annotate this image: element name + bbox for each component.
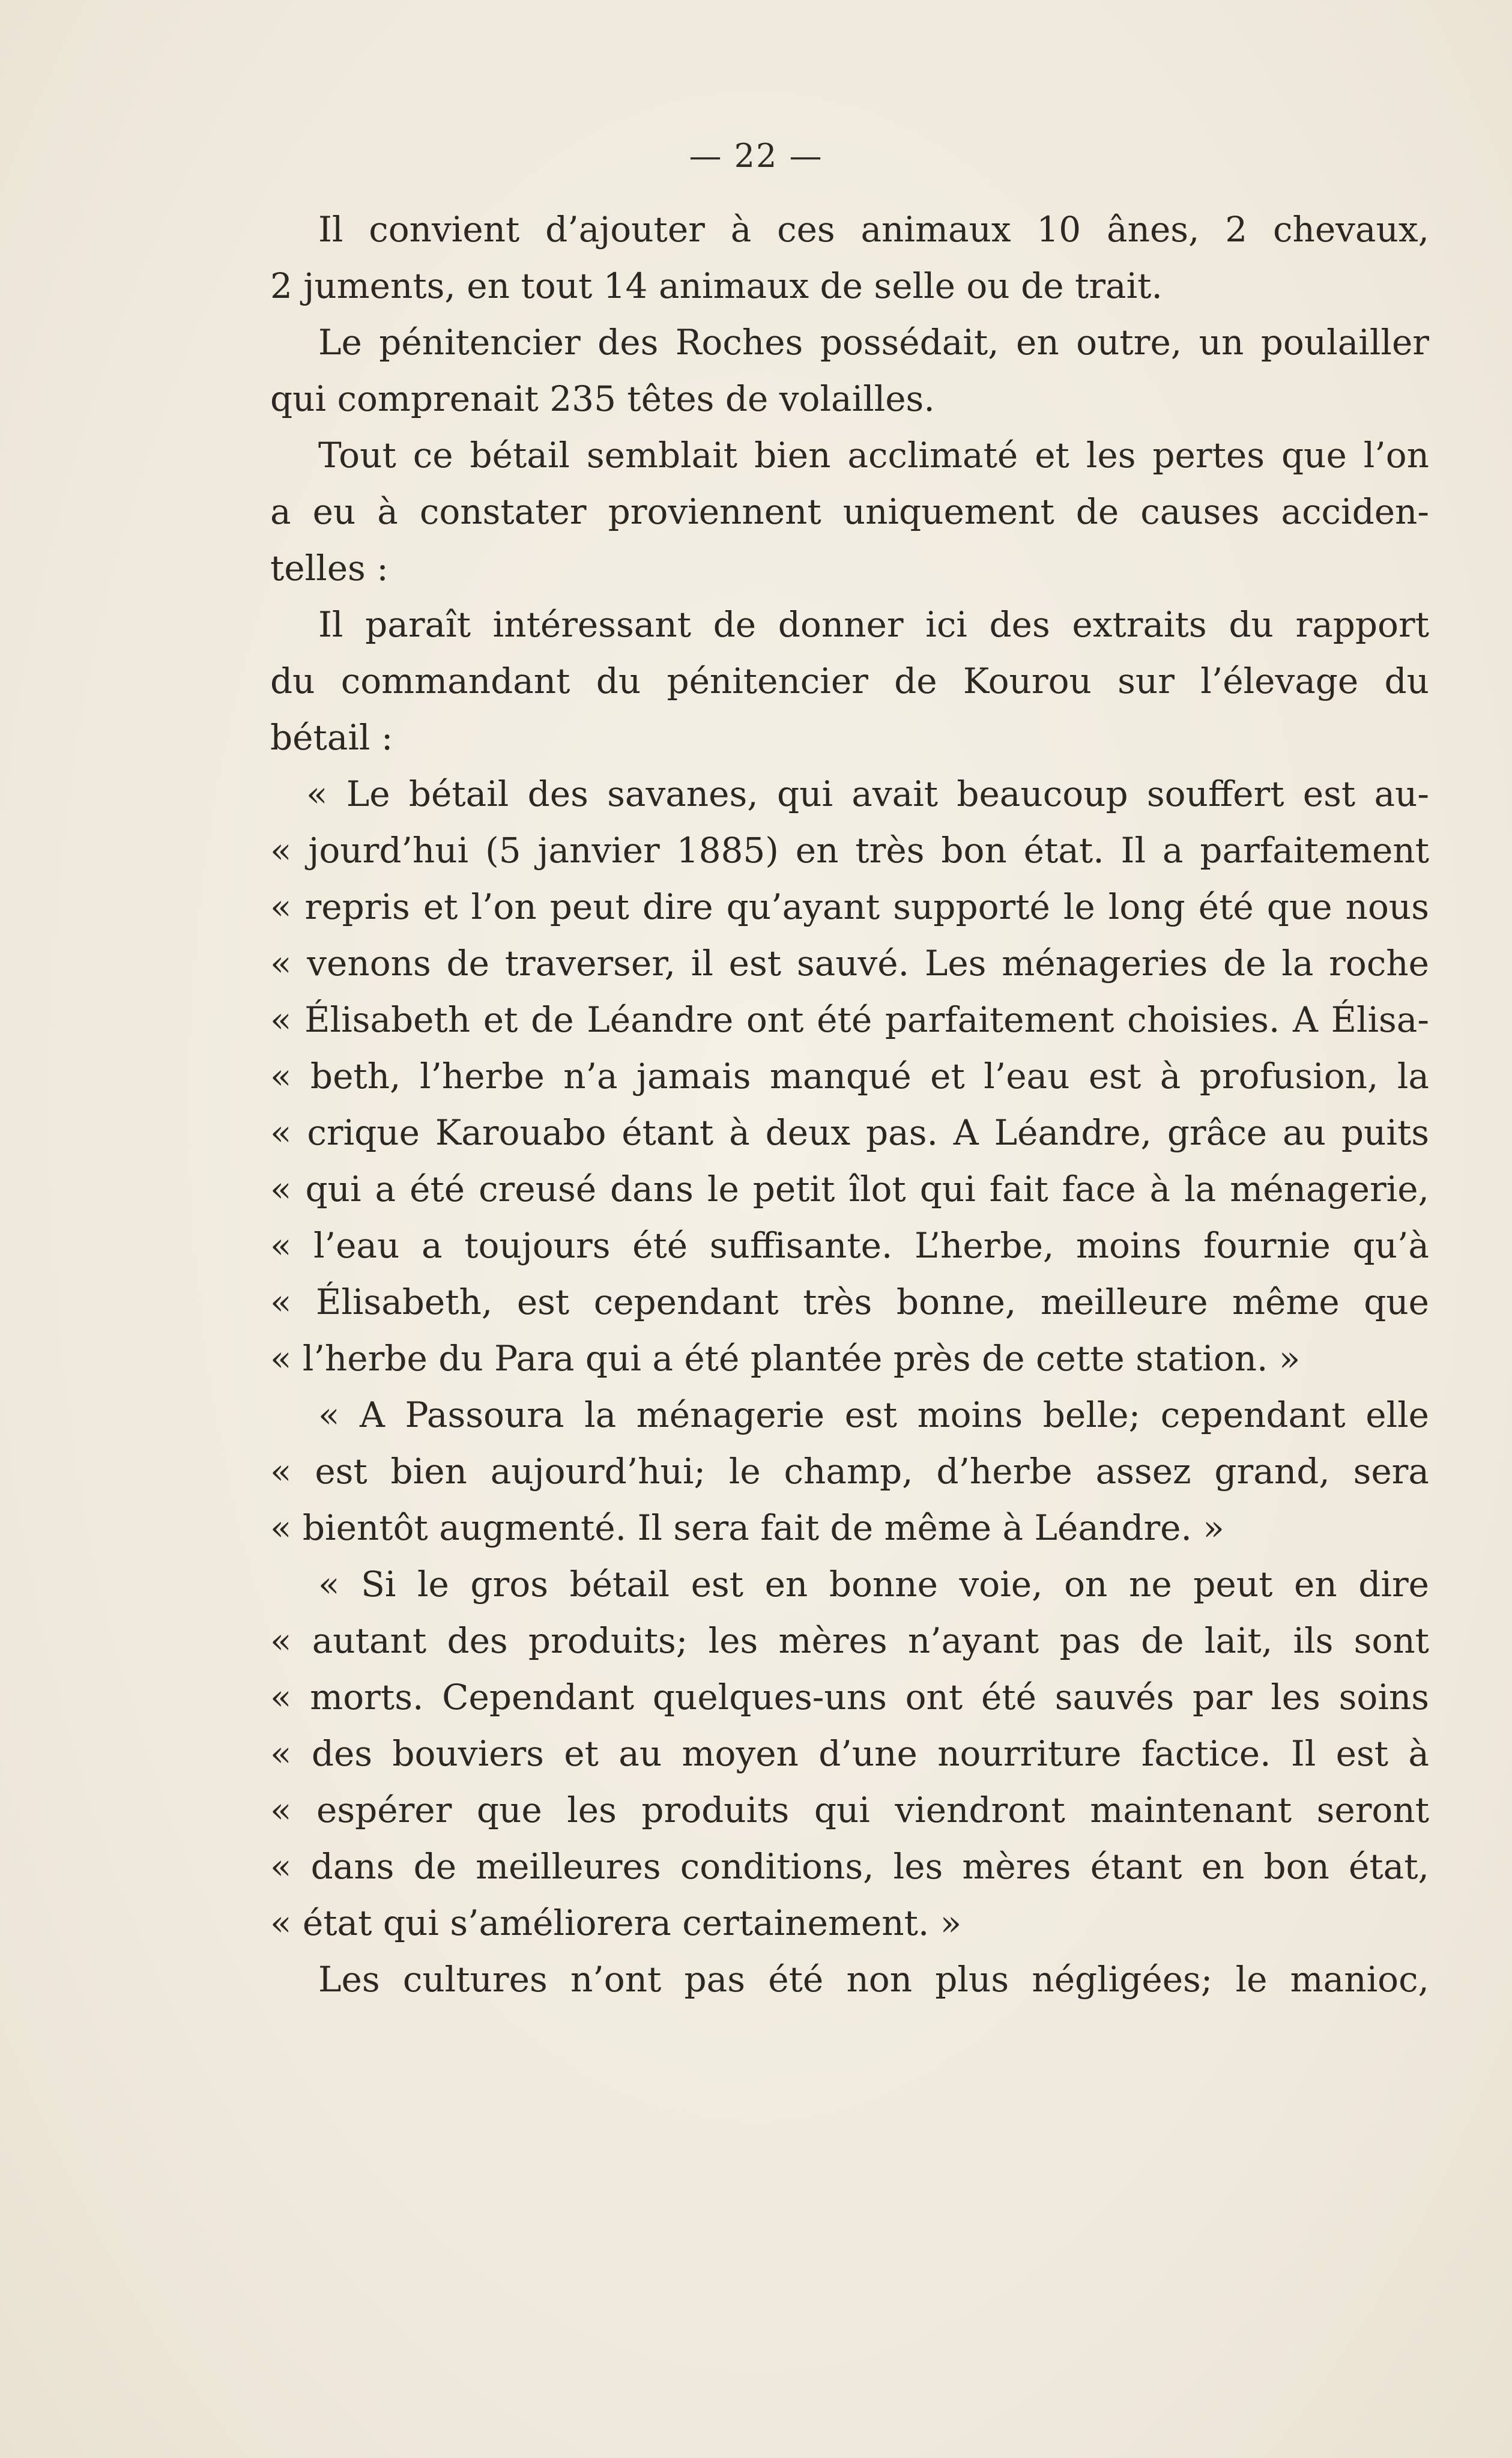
text-line: « dans de meilleures conditions, les mères étant en bon état,	[270, 1846, 1429, 1887]
text-line: « bientôt augmenté. Il sera fait de même à Léandre. »	[270, 1507, 1224, 1548]
body-text	[270, 201, 1429, 2008]
text-line: qui comprenait 235 têtes de volailles.	[270, 378, 935, 419]
text-line: « espérer que les produits qui viendront maintenant seront	[270, 1790, 1429, 1830]
text-line: « Si le gros bétail est en bonne voie, on ne peut en dire	[318, 1564, 1429, 1605]
text-line: « crique Karouabo étant à deux pas. A Léandre, grâce au puits	[270, 1112, 1429, 1153]
text-line: « est bien aujourd’hui; le champ, d’herbe assez grand, sera	[270, 1451, 1429, 1492]
text-line: « l’eau a toujours été suffisante. L’herbe, moins fournie qu’à	[270, 1225, 1429, 1266]
text-line: « l’herbe du Para qui a été plantée près de cette station. »	[270, 1338, 1301, 1379]
text-line: « Élisabeth, est cependant très bonne, meilleure même que	[270, 1282, 1429, 1322]
text-line: Il paraît intéressant de donner ici des extraits du rapport	[318, 604, 1429, 645]
text-line: Les cultures n’ont pas été non plus négligées; le manioc,	[318, 1959, 1429, 2000]
text-line: bétail :	[270, 717, 393, 758]
text-line: « jourd’hui (5 janvier 1885) en très bon état. Il a parfaitement	[270, 830, 1429, 871]
text-line: « des bouviers et au moyen d’une nourriture factice. Il est à	[270, 1733, 1429, 1774]
text-line: 2 juments, en tout 14 animaux de selle ou de trait.	[270, 265, 1163, 306]
text-line: du commandant du pénitencier de Kourou sur l’élevage du	[270, 661, 1429, 701]
text-line: « morts. Cependant quelques-uns ont été sauvés par les soins	[270, 1677, 1429, 1718]
page-number: — 22 —	[689, 137, 823, 175]
text-line: « venons de traverser, il est sauvé. Les ménageries de la roche	[270, 943, 1429, 984]
text-line: Il convient d’ajouter à ces animaux 10 ânes, 2 chevaux,	[318, 209, 1429, 250]
text-line: telles :	[270, 548, 389, 589]
text-line: « autant des produits; les mères n’ayant pas de lait, ils sont	[270, 1620, 1429, 1661]
text-line: « Élisabeth et de Léandre ont été parfaitement choisies. A Élisa-	[270, 999, 1429, 1040]
text-line: Tout ce bétail semblait bien acclimaté et les pertes que l’on	[318, 435, 1429, 476]
text-line: Le pénitencier des Roches possédait, en outre, un poulailler	[318, 322, 1429, 363]
text-line: « qui a été creusé dans le petit îlot qui fait face à la ménagerie,	[270, 1169, 1429, 1209]
text-line: « repris et l’on peut dire qu’ayant supporté le long été que nous	[270, 886, 1429, 927]
text-line: « beth, l’herbe n’a jamais manqué et l’eau est à profusion, la	[270, 1056, 1429, 1097]
text-line: « A Passoura la ménagerie est moins belle; cependant elle	[318, 1394, 1429, 1435]
text-line: « état qui s’améliorera certainement. »	[270, 1903, 962, 1943]
text-line: a eu à constater proviennent uniquement de causes acciden-	[270, 491, 1429, 532]
text-line: « Le bétail des savanes, qui avait beaucoup souffert est au-	[306, 773, 1429, 814]
